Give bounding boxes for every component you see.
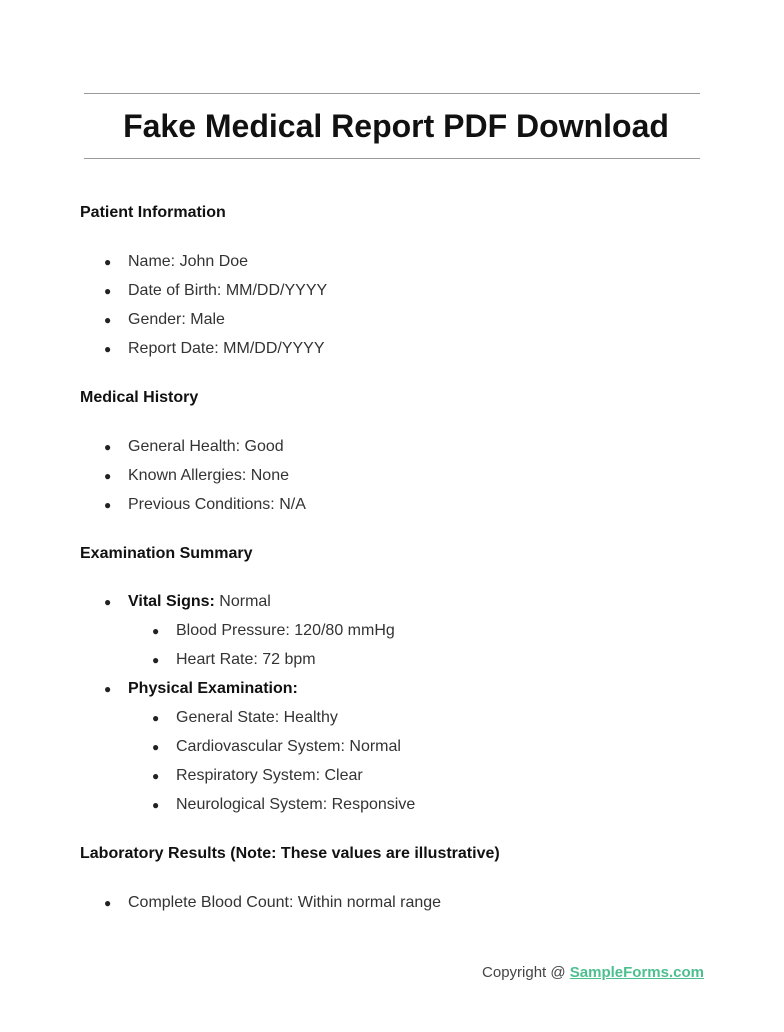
section-heading-laboratory-results: Laboratory Results (Note: These values are illustrative)	[80, 845, 500, 862]
list-item	[152, 737, 401, 757]
bullet-icon: ●	[104, 498, 112, 512]
bullet-icon: ●	[152, 711, 160, 725]
physical-examination-label: Physical Examination:	[128, 680, 298, 697]
vital-signs-label: Vital Signs:	[128, 593, 215, 610]
document-title: Fake Medical Report PDF Download	[123, 108, 669, 144]
bullet-icon: ●	[104, 469, 112, 483]
list-item	[104, 339, 325, 359]
list-item	[104, 893, 442, 913]
list-item	[104, 310, 225, 330]
list-item-text: General State: Healthy	[176, 709, 338, 726]
bullet-icon: ●	[152, 798, 160, 812]
list-item-text: Name: John Doe	[128, 253, 249, 270]
list-item	[104, 495, 306, 515]
sampleforms-link[interactable]: SampleForms.com	[569, 964, 704, 981]
section-heading-examination-summary: Examination Summary	[80, 545, 253, 562]
list-item	[104, 437, 284, 457]
list-item	[104, 252, 249, 272]
bullet-icon: ●	[104, 440, 112, 454]
bullet-icon: ●	[104, 595, 112, 609]
list-item-vital-signs	[104, 592, 271, 612]
title-bottom-rule	[84, 158, 700, 159]
list-item-text: Known Allergies: None	[128, 467, 289, 484]
list-item-text: Gender: Male	[128, 311, 225, 328]
bullet-icon: ●	[104, 255, 112, 269]
copyright-footer	[482, 963, 704, 983]
bullet-icon: ●	[104, 313, 112, 327]
list-item-text: Report Date: MM/DD/YYYY	[128, 340, 325, 357]
vital-signs-value: Normal	[214, 593, 271, 610]
list-item	[104, 281, 328, 301]
list-item	[152, 766, 363, 786]
title-top-rule	[84, 93, 700, 94]
bullet-icon: ●	[152, 769, 160, 783]
bullet-icon: ●	[104, 682, 112, 696]
list-item	[152, 795, 416, 815]
section-heading-medical-history: Medical History	[80, 389, 199, 406]
bullet-icon: ●	[104, 896, 112, 910]
list-item-text: Respiratory System: Clear	[176, 767, 363, 784]
copyright-prefix: Copyright @	[482, 964, 570, 981]
bullet-icon: ●	[104, 284, 112, 298]
list-item-text: Cardiovascular System: Normal	[176, 738, 401, 755]
list-item-text: Complete Blood Count: Within normal range	[128, 894, 442, 911]
bullet-icon: ●	[104, 342, 112, 356]
list-item-text: Heart Rate: 72 bpm	[176, 651, 316, 668]
list-item	[152, 650, 316, 670]
section-heading-patient-information: Patient Information	[80, 204, 226, 221]
list-item	[104, 466, 289, 486]
bullet-icon: ●	[152, 740, 160, 754]
bullet-icon: ●	[152, 653, 160, 667]
list-item-text: Neurological System: Responsive	[176, 796, 416, 813]
list-item-text: Date of Birth: MM/DD/YYYY	[128, 282, 328, 299]
list-item-text: Previous Conditions: N/A	[128, 496, 306, 513]
list-item	[152, 621, 395, 641]
list-item-physical-examination	[104, 679, 298, 699]
list-item	[152, 708, 338, 728]
bullet-icon: ●	[152, 624, 160, 638]
list-item-text: General Health: Good	[128, 438, 284, 455]
list-item-text: Blood Pressure: 120/80 mmHg	[176, 622, 395, 639]
